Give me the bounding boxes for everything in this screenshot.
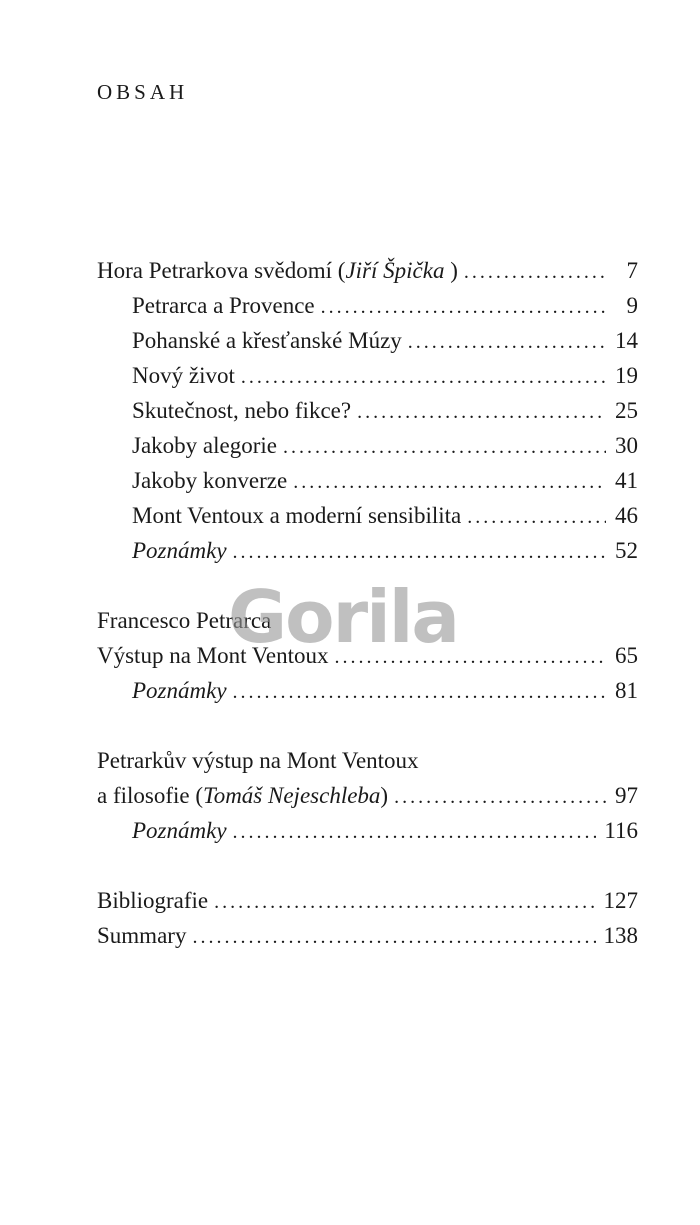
toc-entry: Poznámky . . . 52: [132, 535, 638, 567]
leader-dots: [233, 816, 597, 848]
leader-dots: [233, 676, 606, 708]
page-number: 81: [615, 678, 638, 703]
page-number: 52: [615, 538, 638, 563]
leader-dots: [408, 326, 606, 358]
toc-entry: Poznámky . . . 81: [132, 675, 638, 707]
leader-dots: [233, 536, 606, 568]
toc-entry: Pohanské a křesťanské Múzy . . . 14: [132, 325, 638, 357]
page-title: OBSAH: [97, 80, 189, 104]
leader-dots: [464, 256, 606, 288]
page-number: 65: [615, 643, 638, 668]
page-number: 46: [615, 503, 638, 528]
toc-entry: Mont Ventoux a moderní sensibilita . . . 46: [132, 500, 638, 532]
toc-entry: Hora Petrarkova svědomí (Jiří Špička ) . . . 7: [97, 255, 638, 287]
toc-entry: Jakoby konverze . . . 41: [132, 465, 638, 497]
page-number: 19: [615, 363, 638, 388]
page-number: 41: [615, 468, 638, 493]
leader-dots: [394, 781, 606, 813]
toc-entry: a filosofie (Tomáš Nejeschleba) . . . 97: [97, 780, 638, 812]
page-number: 138: [603, 923, 638, 948]
leader-dots: [214, 886, 595, 918]
section-heading: Petrarkův výstup na Mont Ventoux: [97, 748, 419, 773]
toc-entry: Nový život . . . 19: [132, 360, 638, 392]
page-number: 127: [603, 888, 638, 913]
toc-entry: Jakoby alegorie . . . 30: [132, 430, 638, 462]
watermark: Gorila: [228, 575, 459, 659]
leader-dots: [357, 396, 606, 428]
toc-entry: Petrarca a Provence . . . 9: [132, 290, 638, 322]
leader-dots: [241, 361, 606, 393]
page-number: 97: [615, 783, 638, 808]
page-number: 7: [626, 258, 638, 283]
leader-dots: [321, 291, 606, 323]
page-number: 9: [626, 293, 638, 318]
toc-entry: Bibliografie . . . 127: [97, 885, 638, 917]
leader-dots: [283, 431, 606, 463]
toc-entry: Skutečnost, nebo fikce? . . . 25: [132, 395, 638, 427]
leader-dots: [293, 466, 606, 498]
page-number: 25: [615, 398, 638, 423]
page-number: 14: [615, 328, 638, 353]
leader-dots: [192, 921, 595, 953]
leader-dots: [467, 501, 606, 533]
section-heading: Francesco Petrarca: [97, 608, 272, 633]
toc-entry: Výstup na Mont Ventoux . . . 65: [97, 640, 638, 672]
page-number: 116: [604, 818, 638, 843]
toc-entry: Summary . . . 138: [97, 920, 638, 952]
toc-entry: Poznámky . . . 116: [132, 815, 638, 847]
page-number: 30: [615, 433, 638, 458]
